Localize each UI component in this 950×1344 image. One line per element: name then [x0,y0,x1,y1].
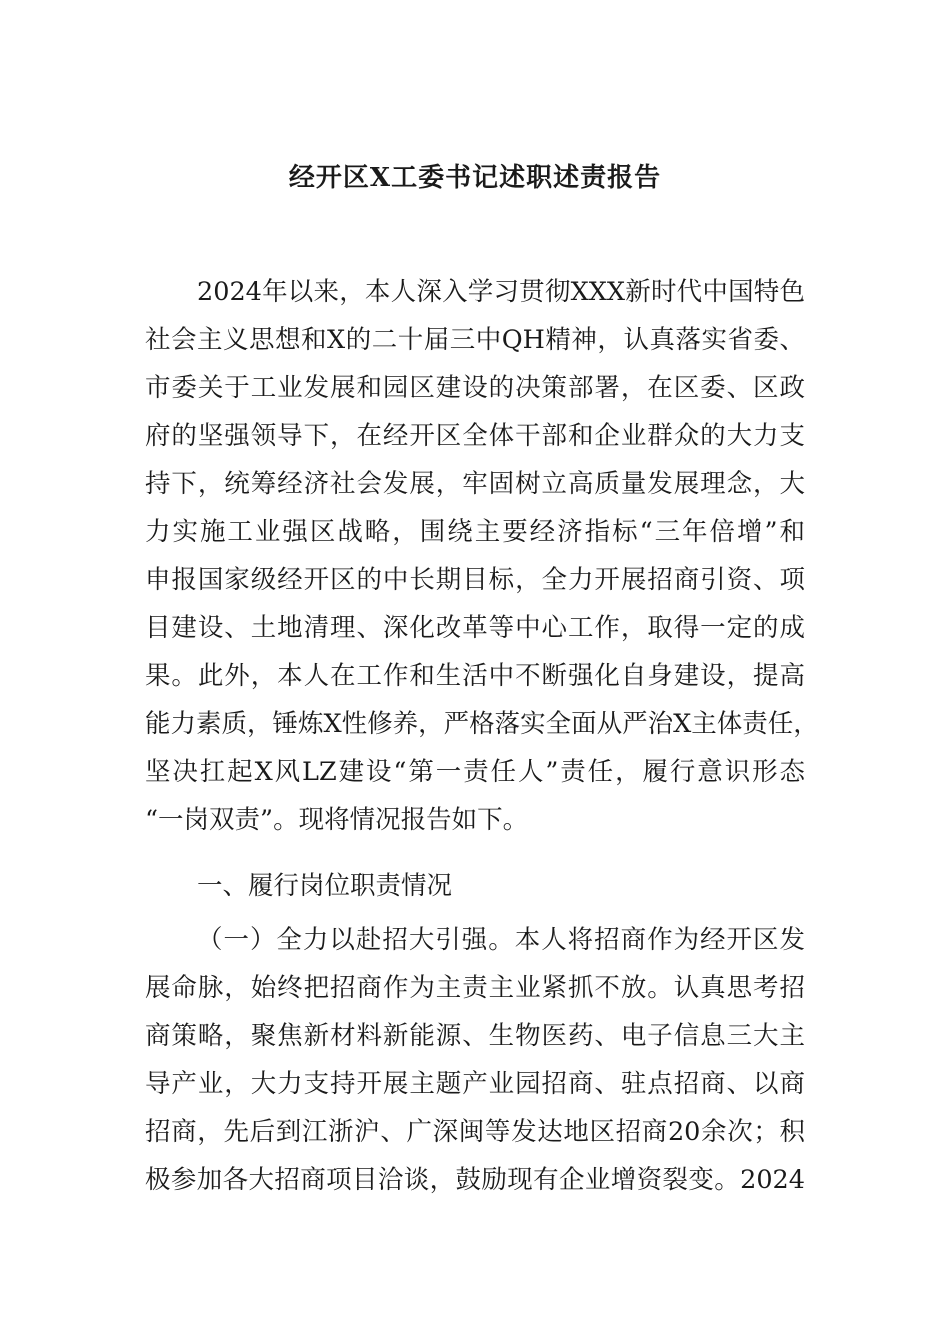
section-1-1-line-3: 商策略，聚焦新材料新能源、生物医药、电子信息三大主 [145,1021,805,1051]
intro-line-1: 2024年以来，本人深入学习贯彻XXX新时代中国特色 [197,277,805,307]
intro-line-8: 目建设、土地清理、深化改革等中心工作，取得一定的成 [145,613,805,643]
section-1-1-line-4: 导产业，大力支持开展主题产业园招商、驻点招商、以商 [145,1069,805,1099]
section-heading-1: 一、履行岗位职责情况 [197,871,453,901]
intro-line-7: 申报国家级经开区的中长期目标，全力开展招商引资、项 [145,565,805,595]
section-1-1-line-5: 招商，先后到江浙沪、广深闽等发达地区招商20余次；积 [145,1117,805,1147]
section-1-1-line-1: （一）全力以赴招大引强。本人将招商作为经开区发 [197,925,805,955]
section-1-1-line-6: 极参加各大招商项目洽谈，鼓励现有企业增资裂变。2024 [145,1165,805,1195]
intro-line-5: 持下，统筹经济社会发展，牢固树立高质量发展理念，大 [145,469,805,499]
intro-line-11: 坚决扛起X风LZ建设“第一责任人”责任，履行意识形态 [145,757,805,787]
document-title: 经开区X工委书记述职述责报告 [288,163,662,193]
intro-line-10: 能力素质，锤炼X性修养，严格落实全面从严治X主体责任， [145,709,819,739]
section-1-1-line-2: 展命脉，始终把招商作为主责主业紧抓不放。认真思考招 [145,973,805,1003]
intro-line-12: “一岗双责”。现将情况报告如下。 [145,805,529,835]
intro-line-2: 社会主义思想和X的二十届三中QH精神，认真落实省委、 [145,325,805,355]
intro-line-9: 果。此外，本人在工作和生活中不断强化自身建设，提高 [145,661,805,691]
intro-line-4: 府的坚强领导下，在经开区全体干部和企业群众的大力支 [145,421,805,451]
intro-line-6: 力实施工业强区战略，围绕主要经济指标“三年倍增”和 [145,517,805,547]
intro-line-3: 市委关于工业发展和园区建设的决策部署，在区委、区政 [145,373,805,403]
